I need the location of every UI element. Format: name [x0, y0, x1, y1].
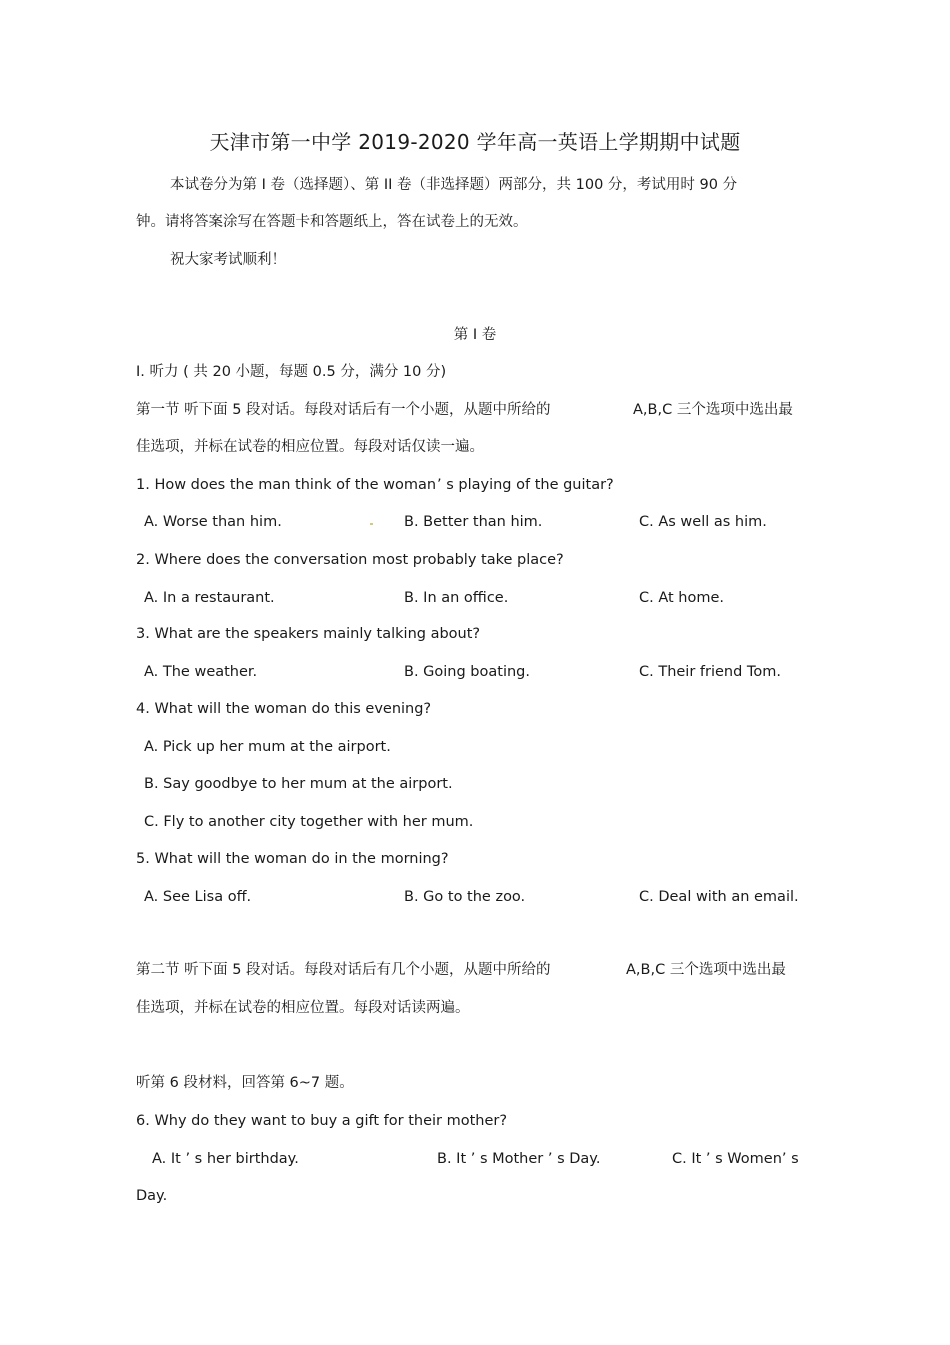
section2-instruction-a: 第二节 听下面 5 段对话。每段对话后有几个小题，从题中所给的	[136, 962, 551, 978]
question-5-option-b: B. Go to the zoo.	[404, 889, 526, 905]
question-6-option-a: A. It ’ s her birthday.	[152, 1151, 299, 1167]
section1-instruction-b: A,B,C 三个选项中选出最	[633, 402, 793, 418]
question-3-stem: 3. What are the speakers mainly talking about?	[136, 626, 481, 642]
question-4-option-a: A. Pick up her mum at the airport.	[144, 739, 391, 755]
section2-instruction-c: 佳选项，并标在试卷的相应位置。每段对话读两遍。	[136, 1000, 470, 1016]
volume-heading: 第 I 卷	[453, 327, 497, 343]
question-1-option-a: A. Worse than him.	[144, 514, 282, 530]
question-3-option-a: A. The weather.	[144, 664, 258, 680]
question-3-option-c: C. Their friend Tom.	[639, 664, 781, 680]
scan-speck	[370, 523, 373, 525]
listening-header: I. 听力 ( 共 20 小题，每题 0.5 分，满分 10 分)	[136, 364, 447, 380]
question-1-option-b: B. Better than him.	[404, 514, 543, 530]
intro-line-1: 本试卷分为第 I 卷（选择题）、第 II 卷（非选择题）两部分，共 100 分，考试用时 90 分	[170, 177, 738, 193]
question-5-stem: 5. What will the woman do in the morning?	[136, 851, 449, 867]
question-4-stem: 4. What will the woman do this evening?	[136, 701, 432, 717]
question-6-option-c: C. It ’ s Women’ s	[672, 1151, 799, 1167]
section2-instruction-b: A,B,C 三个选项中选出最	[626, 962, 786, 978]
question-6-stem: 6. Why do they want to buy a gift for their mother?	[136, 1113, 508, 1129]
section1-instruction-c: 佳选项，并标在试卷的相应位置。每段对话仅读一遍。	[136, 439, 484, 455]
question-1-stem-b: ’ s playing of the guitar?	[437, 477, 614, 493]
section1-instruction-a: 第一节 听下面 5 段对话。每段对话后有一个小题，从题中所给的	[136, 402, 551, 418]
question-2-option-c: C. At home.	[639, 590, 725, 606]
page-title: 天津市第一中学 2019-2020 学年高一英语上学期期中试题	[209, 130, 741, 154]
question-2-stem: 2. Where does the conversation most probably take place?	[136, 552, 564, 568]
question-1-stem-a: 1. How does the man think of the woman	[136, 477, 437, 493]
question-2-option-b: B. In an office.	[404, 590, 509, 606]
intro-line-2: 钟。请将答案涂写在答题卡和答题纸上，答在试卷上的无效。	[136, 214, 528, 230]
question-6-option-c-continued: Day.	[136, 1188, 168, 1204]
material-6-instruction: 听第 6 段材料，回答第 6~7 题。	[136, 1075, 354, 1091]
question-1-option-c: C. As well as him.	[639, 514, 767, 530]
question-3-option-b: B. Going boating.	[404, 664, 530, 680]
question-5-option-c: C. Deal with an email.	[639, 889, 799, 905]
question-6-option-b: B. It ’ s Mother ’ s Day.	[437, 1151, 601, 1167]
question-4-option-c: C. Fly to another city together with her mum.	[144, 814, 474, 830]
good-luck-text: 祝大家考试顺利！	[170, 252, 286, 268]
question-2-option-a: A. In a restaurant.	[144, 590, 275, 606]
question-4-option-b: B. Say goodbye to her mum at the airport.	[144, 776, 453, 792]
question-5-option-a: A. See Lisa off.	[144, 889, 252, 905]
